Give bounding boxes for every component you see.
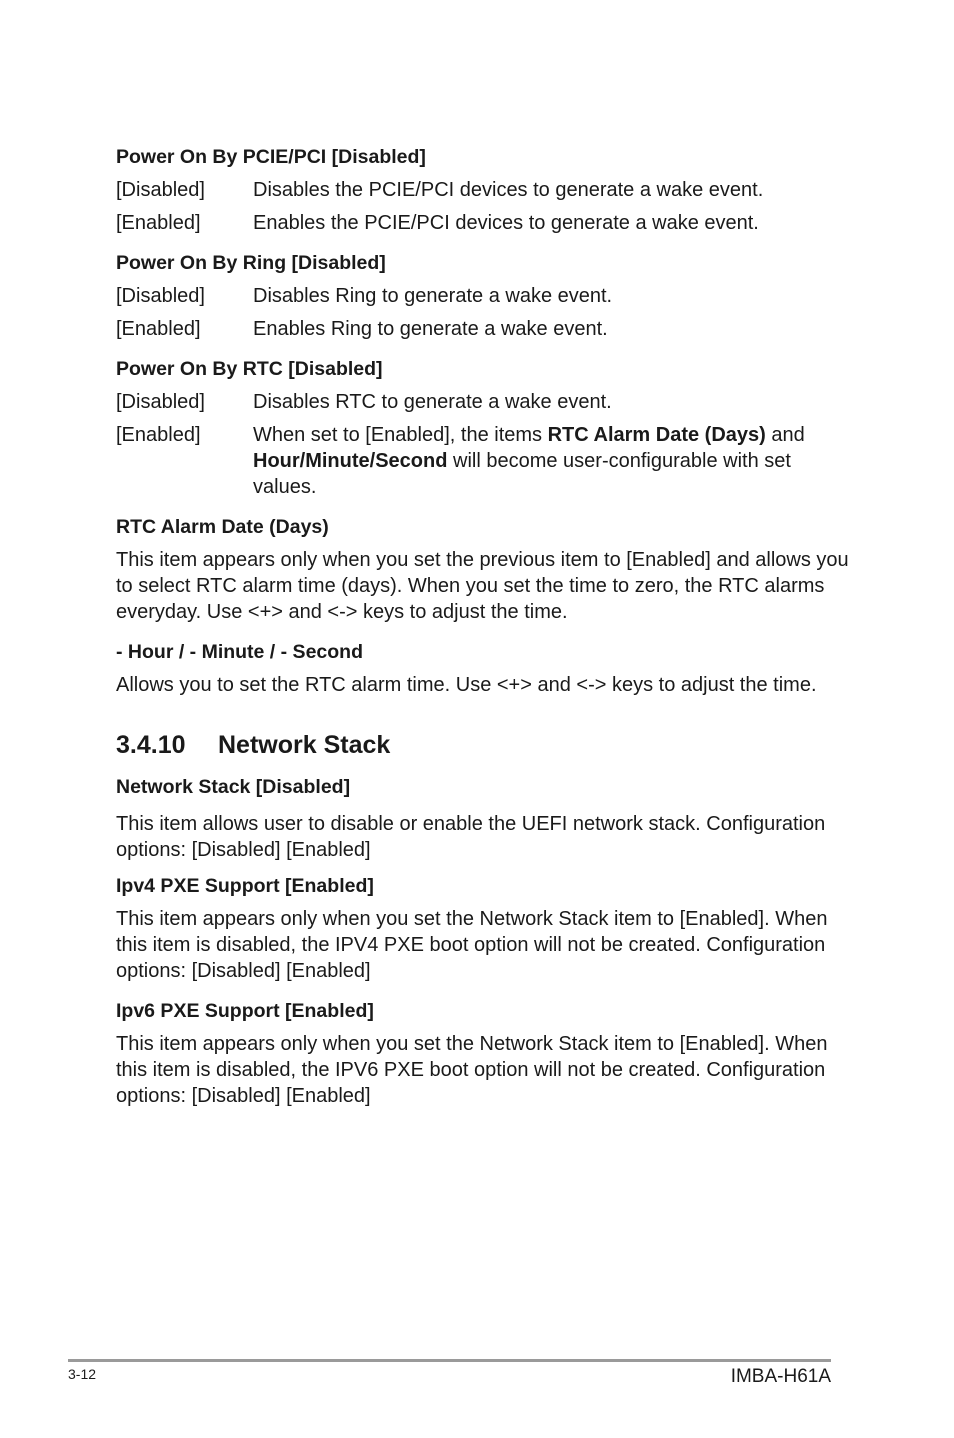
desc-text: When set to [Enabled], the items bbox=[253, 424, 548, 446]
item-heading-hms: - Hour / - Minute / - Second bbox=[116, 641, 363, 663]
option-description: Enables Ring to generate a wake event. bbox=[253, 318, 608, 340]
section-title: Network Stack bbox=[218, 731, 391, 759]
paragraph-line: This item allows user to disable or enable the UEFI network stack. Configuration bbox=[116, 813, 826, 835]
paragraph-line: options: [Disabled] [Enabled] bbox=[116, 839, 371, 861]
item-heading-ring: Power On By Ring [Disabled] bbox=[116, 252, 386, 274]
desc-text: and bbox=[765, 424, 805, 446]
paragraph-line: This item appears only when you set the Network Stack item to [Enabled]. When bbox=[116, 908, 828, 930]
paragraph-line: options: [Disabled] [Enabled] bbox=[116, 960, 371, 982]
item-heading-network-stack: Network Stack [Disabled] bbox=[116, 776, 351, 798]
paragraph-line: Allows you to set the RTC alarm time. Use <+> and <-> keys to adjust the time. bbox=[116, 674, 817, 696]
item-heading-rtc-alarm: RTC Alarm Date (Days) bbox=[116, 516, 329, 538]
option-description-line bbox=[253, 448, 791, 474]
paragraph-line: this item is disabled, the IPV6 PXE boot option will not be created. Configuration bbox=[116, 1059, 826, 1081]
item-heading-ipv6: Ipv6 PXE Support [Enabled] bbox=[116, 1000, 374, 1022]
desc-emphasis: Hour/Minute/Second bbox=[253, 450, 448, 472]
option-description: Disables RTC to generate a wake event. bbox=[253, 391, 612, 413]
item-heading-rtc: Power On By RTC [Disabled] bbox=[116, 358, 383, 380]
paragraph-line: everyday. Use <+> and <-> keys to adjust the time. bbox=[116, 601, 568, 623]
footer-divider bbox=[68, 1359, 831, 1362]
paragraph-line: options: [Disabled] [Enabled] bbox=[116, 1085, 371, 1107]
option-description: Disables the PCIE/PCI devices to generate a wake event. bbox=[253, 179, 764, 201]
option-label: [Disabled] bbox=[116, 179, 205, 201]
item-heading-pcie: Power On By PCIE/PCI [Disabled] bbox=[116, 146, 426, 168]
paragraph-line: This item appears only when you set the Network Stack item to [Enabled]. When bbox=[116, 1033, 828, 1055]
option-label: [Enabled] bbox=[116, 212, 201, 234]
option-label: [Disabled] bbox=[116, 391, 205, 413]
paragraph-line: to select RTC alarm time (days). When you set the time to zero, the RTC alarms bbox=[116, 575, 825, 597]
page-number: 3-12 bbox=[68, 1366, 97, 1382]
model-name: IMBA-H61A bbox=[730, 1366, 831, 1387]
item-heading-ipv4: Ipv4 PXE Support [Enabled] bbox=[116, 875, 374, 897]
desc-emphasis: RTC Alarm Date (Days) bbox=[547, 424, 766, 446]
option-label: [Enabled] bbox=[116, 424, 201, 446]
desc-text: will become user-configurable with set bbox=[447, 450, 791, 472]
paragraph-line: This item appears only when you set the previous item to [Enabled] and allows you bbox=[116, 549, 849, 571]
option-description-line: values. bbox=[253, 476, 317, 498]
option-label: [Enabled] bbox=[116, 318, 201, 340]
option-description-line bbox=[253, 422, 805, 448]
option-label: [Disabled] bbox=[116, 285, 205, 307]
section-number: 3.4.10 bbox=[116, 731, 186, 759]
option-description: Disables Ring to generate a wake event. bbox=[253, 285, 613, 307]
option-description: Enables the PCIE/PCI devices to generate a wake event. bbox=[253, 212, 759, 234]
paragraph-line: this item is disabled, the IPV4 PXE boot option will not be created. Configuration bbox=[116, 934, 826, 956]
